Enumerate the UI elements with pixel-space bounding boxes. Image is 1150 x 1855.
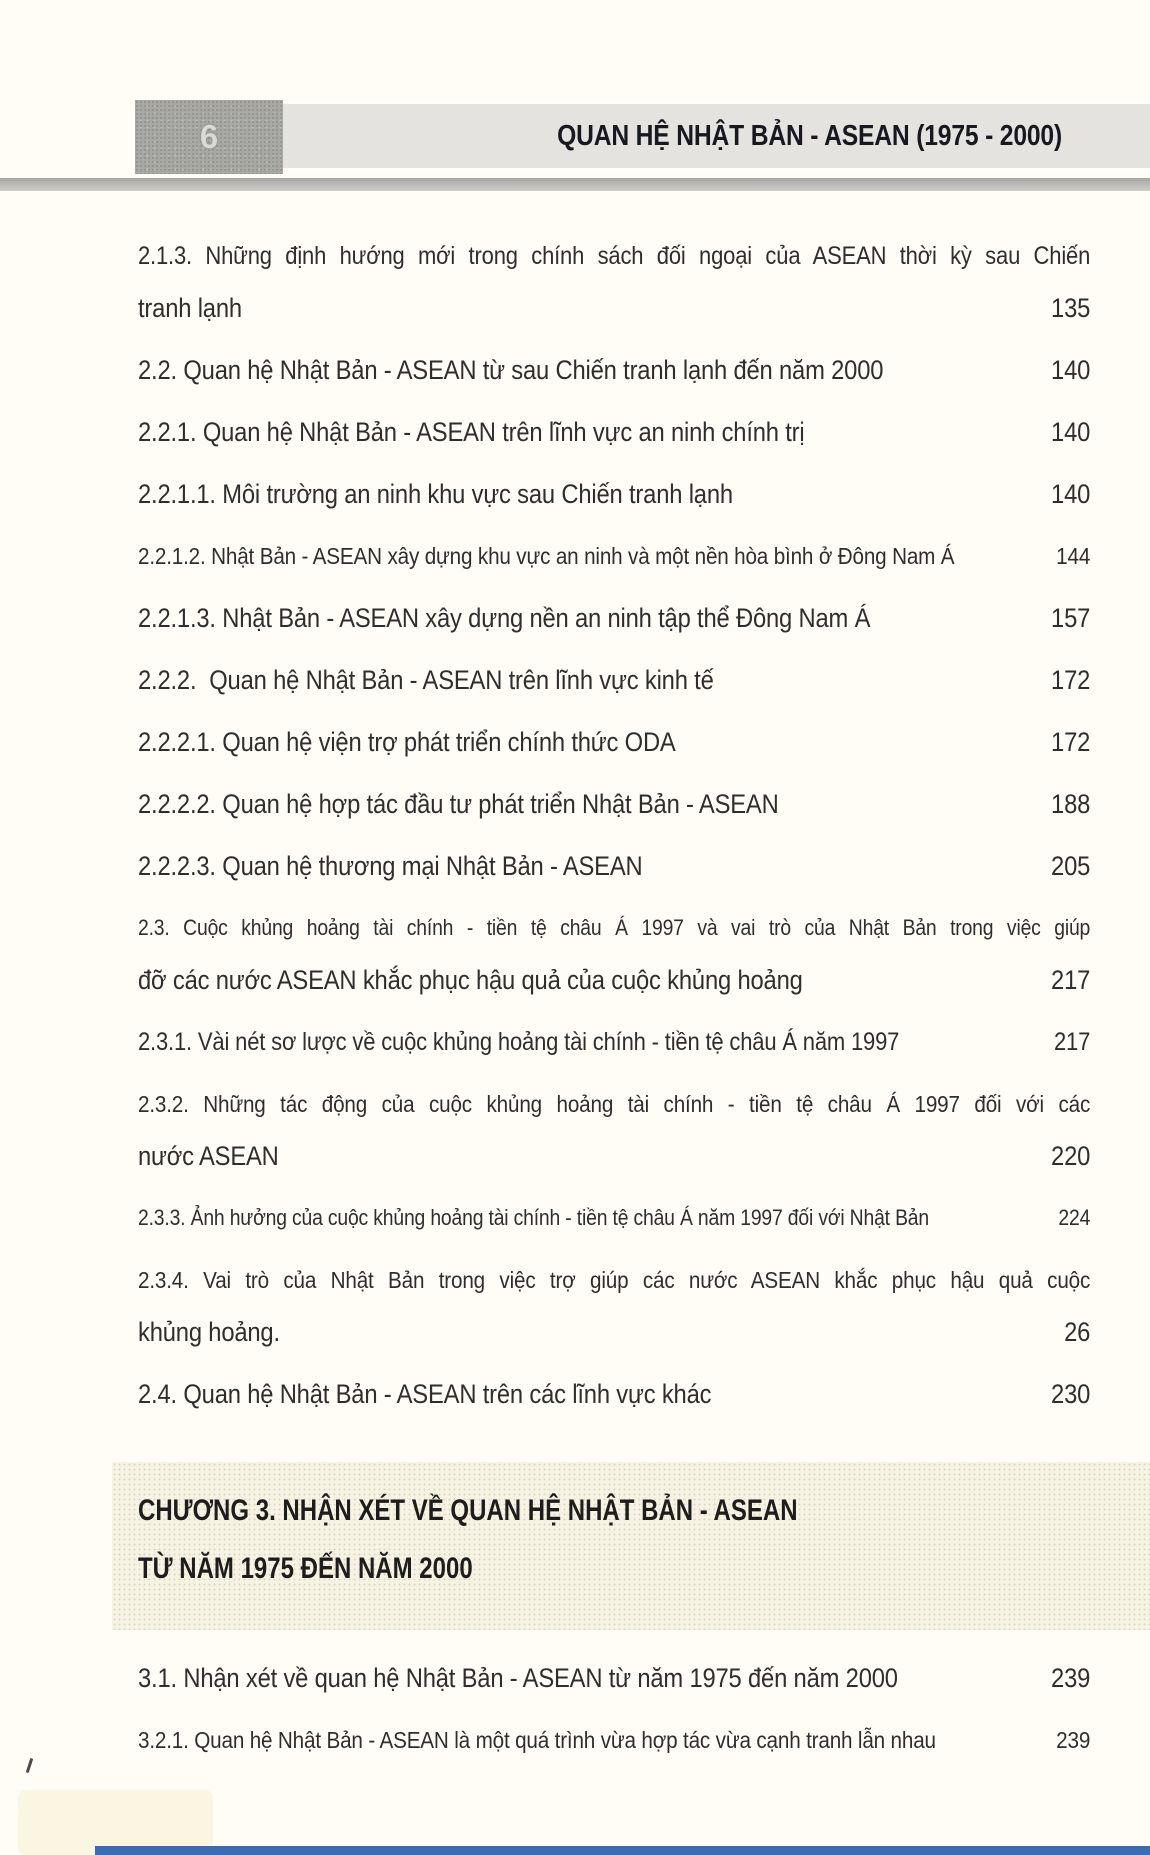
toc-entry-title: 2.2.2.1. Quan hệ viện trợ phát triển chính thức ODA <box>138 727 676 757</box>
toc-entry <box>138 1192 1090 1244</box>
toc-entry-title: 2.2.1.3. Nhật Bản - ASEAN xây dựng nền an ninh tập thể Đông Nam Á <box>138 603 871 633</box>
toc-entry-page: 205 <box>1051 851 1091 881</box>
chapter3-heading-line1: CHƯƠNG 3. NHẬN XÉT VỀ QUAN HỆ NHẬT BẢN - ASEAN <box>138 1494 798 1527</box>
toc-entry <box>138 1652 1090 1704</box>
toc-entry-title: 2.2.2.3. Quan hệ thương mại Nhật Bản - ASEAN <box>138 851 643 881</box>
toc-chapter3 <box>138 1652 1090 1776</box>
toc-entry-page: 144 <box>1056 543 1091 569</box>
toc-entry-title: 2.2. Quan hệ Nhật Bản - ASEAN từ sau Chiến tranh lạnh đến năm 2000 <box>138 355 884 385</box>
toc-entry-page: 224 <box>1058 1205 1091 1230</box>
toc-entry-title: 2.2.1.2. Nhật Bản - ASEAN xây dựng khu vực an ninh và một nền hòa bình ở Đông Nam Á <box>138 543 955 569</box>
toc-entry-page: 135 <box>1051 293 1091 323</box>
toc-entry-title: 2.1.3. Những định hướng mới trong chính sách đối ngoại của ASEAN thời kỳ sau Chiến <box>138 242 1091 270</box>
toc-entry <box>138 778 1090 830</box>
toc-entry-page: 230 <box>1051 1379 1091 1409</box>
toc-entry-title: 2.2.1. Quan hệ Nhật Bản - ASEAN trên lĩnh vực an ninh chính trị <box>138 417 805 447</box>
toc-entry <box>138 1368 1090 1420</box>
toc-entry-page: 172 <box>1051 727 1091 757</box>
toc-entry-title: 2.2.2.2. Quan hệ hợp tác đầu tư phát triển Nhật Bản - ASEAN <box>138 789 779 819</box>
toc-entry-title: 2.3.3. Ảnh hưởng của cuộc khủng hoảng tài chính - tiền tệ châu Á năm 1997 đối với Nhật Bản <box>138 1205 929 1230</box>
page-number: 6 <box>199 118 219 155</box>
chapter3-heading-line2: TỪ NĂM 1975 ĐẾN NĂM 2000 <box>138 1552 473 1585</box>
toc-entry <box>138 592 1090 644</box>
scan-shadow-line <box>0 178 1150 191</box>
toc-entry <box>138 1078 1090 1182</box>
toc-entry-page: 26 <box>1064 1317 1091 1347</box>
running-header-title: QUAN HỆ NHẬT BẢN - ASEAN (1975 - 2000) <box>557 119 1062 152</box>
toc-entry-title: 2.3. Cuộc khủng hoảng tài chính - tiền tệ châu Á 1997 và vai trò của Nhật Bản trong việc giúp <box>138 915 1091 940</box>
toc-entry <box>138 1254 1090 1358</box>
toc-entry <box>138 840 1090 892</box>
toc-entry-title: 2.2.1.1. Môi trường an ninh khu vực sau Chiến tranh lạnh <box>138 479 733 509</box>
toc-entry-page: 140 <box>1051 479 1091 509</box>
toc-entry-page: 157 <box>1051 603 1091 633</box>
toc-entry-title: 2.3.4. Vai trò của Nhật Bản trong việc trợ giúp các nước ASEAN khắc phục hậu quả cuộc <box>138 1267 1091 1293</box>
toc-entry <box>138 230 1090 334</box>
toc-entry <box>138 902 1090 1006</box>
toc-chapter2 <box>138 230 1090 1430</box>
toc-entry-title: nước ASEAN <box>138 1141 279 1171</box>
scan-bottom-blue-strip <box>95 1846 1150 1855</box>
scan-tick-artifact <box>26 1758 33 1773</box>
toc-entry-title: đỡ các nước ASEAN khắc phục hậu quả của cuộc khủng hoảng <box>138 965 803 995</box>
toc-entry <box>138 654 1090 706</box>
toc-entry-title: tranh lạnh <box>138 293 242 323</box>
toc-entry-title: 2.3.1. Vài nét sơ lược về cuộc khủng hoảng tài chính - tiền tệ châu Á năm 1997 <box>138 1028 900 1056</box>
toc-entry-page: 140 <box>1051 417 1091 447</box>
toc-entry <box>138 344 1090 396</box>
toc-entry <box>138 530 1090 582</box>
toc-entry-page: 140 <box>1051 355 1091 385</box>
toc-entry-page: 188 <box>1051 789 1091 819</box>
toc-entry-title: khủng hoảng. <box>138 1317 280 1347</box>
toc-entry-title: 3.2.1. Quan hệ Nhật Bản - ASEAN là một quá trình vừa hợp tác vừa cạnh tranh lẫn nhau <box>138 1727 936 1753</box>
toc-entry-page: 239 <box>1051 1663 1091 1693</box>
toc-entry <box>138 716 1090 768</box>
toc-entry-page: 172 <box>1051 665 1091 695</box>
toc-entry-page: 239 <box>1056 1727 1091 1753</box>
page-number-box <box>135 100 283 174</box>
toc-entry-title: 2.2.2. Quan hệ Nhật Bản - ASEAN trên lĩnh vực kinh tế <box>138 665 714 695</box>
toc-entry <box>138 406 1090 458</box>
toc-entry-title: 3.1. Nhận xét về quan hệ Nhật Bản - ASEAN từ năm 1975 đến năm 2000 <box>138 1663 898 1693</box>
toc-entry <box>138 1016 1090 1068</box>
toc-entry-title: 2.3.2. Những tác động của cuộc khủng hoảng tài chính - tiền tệ châu Á 1997 đối với các <box>138 1091 1091 1117</box>
toc-entry-title: 2.4. Quan hệ Nhật Bản - ASEAN trên các lĩnh vực khác <box>138 1379 712 1409</box>
toc-entry <box>138 468 1090 520</box>
running-header-band <box>283 104 1150 168</box>
toc-entry-page: 220 <box>1051 1141 1091 1171</box>
toc-entry-page: 217 <box>1053 1028 1091 1056</box>
chapter3-heading-band <box>112 1462 1150 1630</box>
chapter3-heading <box>138 1482 948 1598</box>
toc-entry-page: 217 <box>1051 965 1091 995</box>
toc-entry <box>138 1714 1090 1766</box>
